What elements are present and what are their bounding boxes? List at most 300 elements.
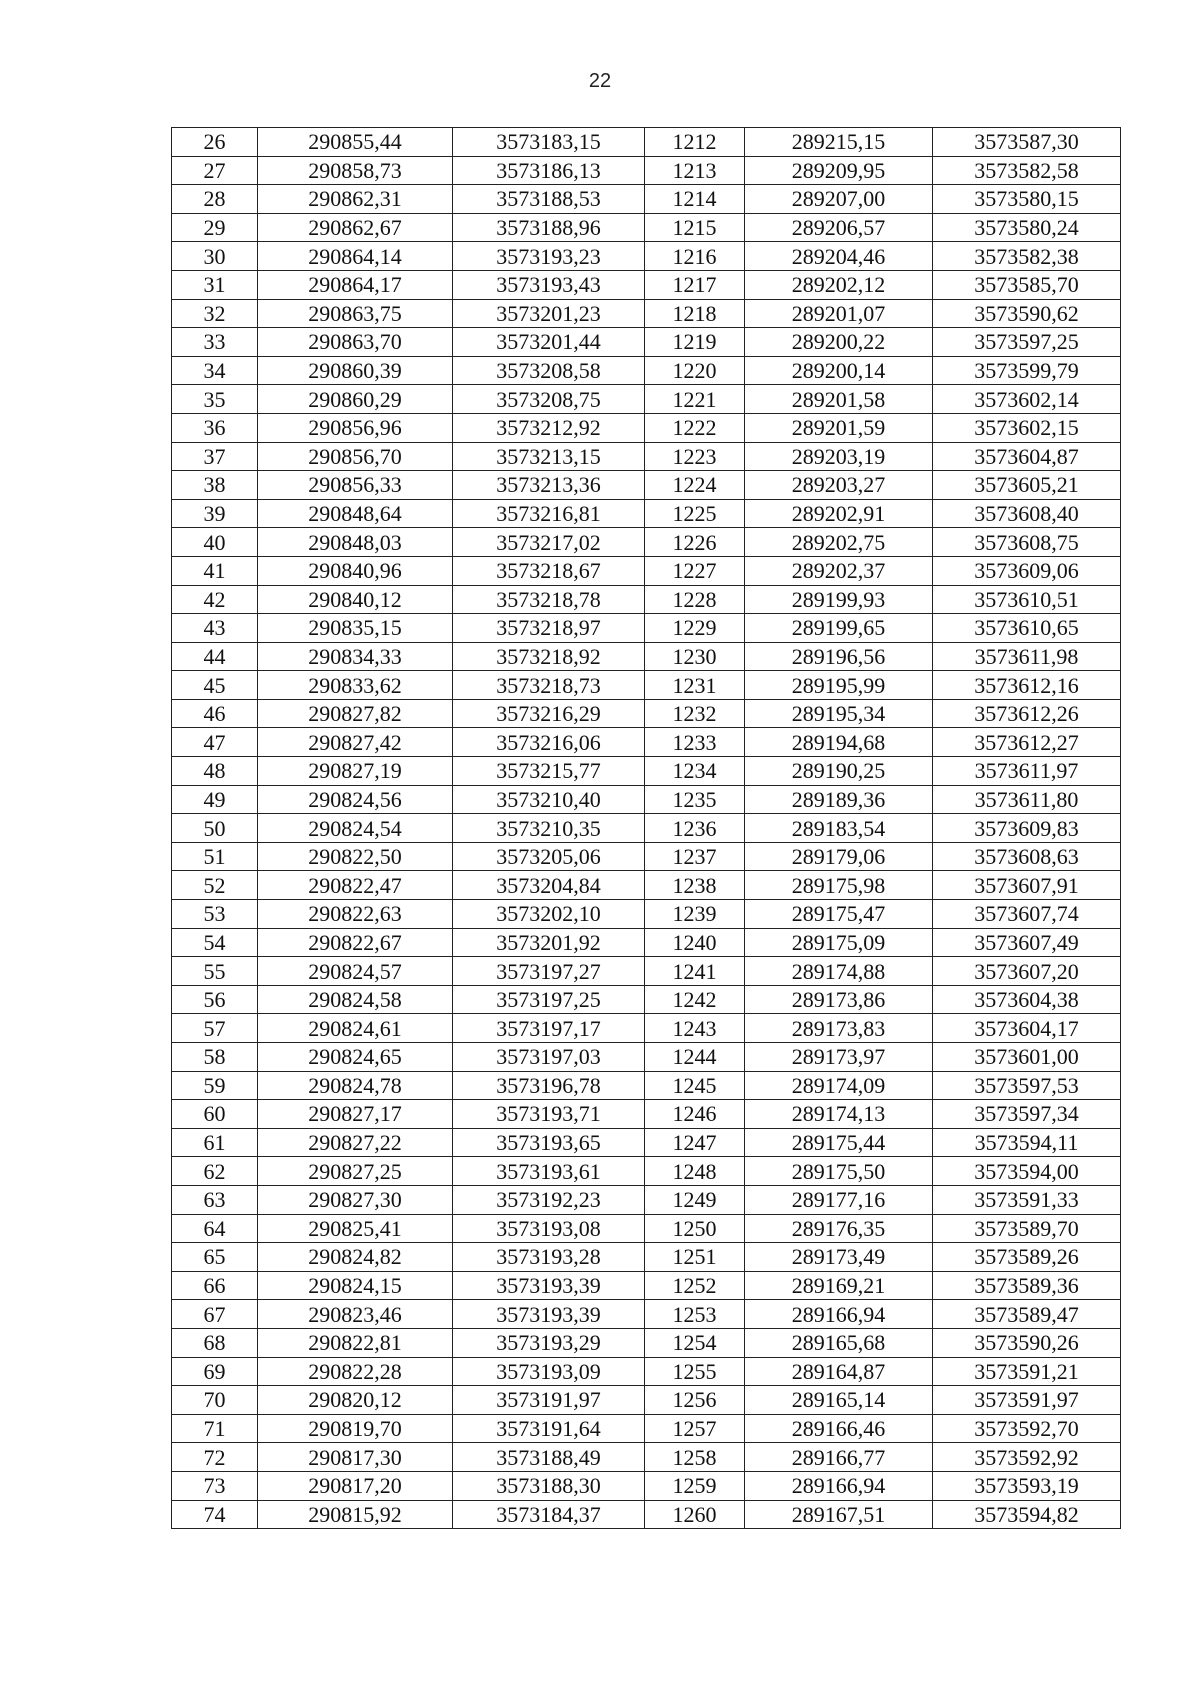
y-coordinate-right-cell: 3573607,74: [933, 900, 1121, 929]
x-coordinate-left-cell: 290817,30: [258, 1443, 453, 1472]
x-coordinate-right-cell: 289200,14: [745, 356, 933, 385]
y-coordinate-right-cell: 3573594,00: [933, 1157, 1121, 1186]
x-coordinate-left-cell: 290856,33: [258, 471, 453, 500]
point-number-right-cell: 1221: [645, 385, 745, 414]
x-coordinate-right-cell: 289195,34: [745, 699, 933, 728]
table-row: [172, 356, 1121, 385]
point-number-left-cell: 71: [172, 1414, 258, 1443]
point-number-right-cell: 1250: [645, 1214, 745, 1243]
x-coordinate-left-cell: 290827,25: [258, 1157, 453, 1186]
y-coordinate-right-cell: 3573591,97: [933, 1386, 1121, 1415]
x-coordinate-left-cell: 290820,12: [258, 1386, 453, 1415]
y-coordinate-left-cell: 3573202,10: [453, 900, 645, 929]
point-number-left-cell: 36: [172, 413, 258, 442]
y-coordinate-right-cell: 3573585,70: [933, 270, 1121, 299]
y-coordinate-right-cell: 3573609,83: [933, 814, 1121, 843]
table-row: [172, 585, 1121, 614]
point-number-left-cell: 69: [172, 1357, 258, 1386]
y-coordinate-right-cell: 3573580,24: [933, 213, 1121, 242]
table-row: [172, 1214, 1121, 1243]
y-coordinate-right-cell: 3573599,79: [933, 356, 1121, 385]
point-number-right-cell: 1216: [645, 242, 745, 271]
y-coordinate-right-cell: 3573597,34: [933, 1100, 1121, 1129]
x-coordinate-left-cell: 290855,44: [258, 128, 453, 157]
x-coordinate-right-cell: 289173,97: [745, 1043, 933, 1072]
x-coordinate-left-cell: 290825,41: [258, 1214, 453, 1243]
y-coordinate-right-cell: 3573604,38: [933, 985, 1121, 1014]
table-row: [172, 556, 1121, 585]
point-number-left-cell: 51: [172, 842, 258, 871]
x-coordinate-right-cell: 289177,16: [745, 1185, 933, 1214]
y-coordinate-left-cell: 3573193,08: [453, 1214, 645, 1243]
y-coordinate-left-cell: 3573193,28: [453, 1243, 645, 1272]
x-coordinate-right-cell: 289202,12: [745, 270, 933, 299]
coordinates-table: [171, 127, 1121, 1529]
point-number-right-cell: 1238: [645, 871, 745, 900]
point-number-right-cell: 1230: [645, 642, 745, 671]
x-coordinate-right-cell: 289183,54: [745, 814, 933, 843]
x-coordinate-right-cell: 289202,75: [745, 528, 933, 557]
point-number-right-cell: 1229: [645, 614, 745, 643]
x-coordinate-right-cell: 289169,21: [745, 1271, 933, 1300]
x-coordinate-left-cell: 290856,96: [258, 413, 453, 442]
y-coordinate-right-cell: 3573597,53: [933, 1071, 1121, 1100]
point-number-left-cell: 60: [172, 1100, 258, 1129]
y-coordinate-right-cell: 3573590,26: [933, 1328, 1121, 1357]
y-coordinate-left-cell: 3573216,29: [453, 699, 645, 728]
y-coordinate-left-cell: 3573213,15: [453, 442, 645, 471]
point-number-right-cell: 1226: [645, 528, 745, 557]
y-coordinate-right-cell: 3573608,40: [933, 499, 1121, 528]
y-coordinate-right-cell: 3573605,21: [933, 471, 1121, 500]
y-coordinate-left-cell: 3573193,09: [453, 1357, 645, 1386]
point-number-left-cell: 45: [172, 671, 258, 700]
point-number-right-cell: 1244: [645, 1043, 745, 1072]
point-number-right-cell: 1260: [645, 1500, 745, 1529]
point-number-right-cell: 1258: [645, 1443, 745, 1472]
y-coordinate-right-cell: 3573610,65: [933, 614, 1121, 643]
y-coordinate-left-cell: 3573197,27: [453, 957, 645, 986]
point-number-right-cell: 1214: [645, 185, 745, 214]
x-coordinate-right-cell: 289164,87: [745, 1357, 933, 1386]
x-coordinate-left-cell: 290822,47: [258, 871, 453, 900]
point-number-right-cell: 1251: [645, 1243, 745, 1272]
x-coordinate-right-cell: 289201,07: [745, 299, 933, 328]
x-coordinate-right-cell: 289174,88: [745, 957, 933, 986]
y-coordinate-right-cell: 3573612,16: [933, 671, 1121, 700]
point-number-right-cell: 1219: [645, 328, 745, 357]
table-row: [172, 957, 1121, 986]
x-coordinate-right-cell: 289166,94: [745, 1300, 933, 1329]
x-coordinate-left-cell: 290862,31: [258, 185, 453, 214]
y-coordinate-left-cell: 3573188,96: [453, 213, 645, 242]
x-coordinate-right-cell: 289201,58: [745, 385, 933, 414]
x-coordinate-left-cell: 290824,61: [258, 1014, 453, 1043]
table-row: [172, 499, 1121, 528]
y-coordinate-left-cell: 3573218,67: [453, 556, 645, 585]
y-coordinate-left-cell: 3573210,40: [453, 785, 645, 814]
point-number-right-cell: 1252: [645, 1271, 745, 1300]
point-number-left-cell: 52: [172, 871, 258, 900]
y-coordinate-right-cell: 3573591,33: [933, 1185, 1121, 1214]
point-number-left-cell: 33: [172, 328, 258, 357]
table-row: [172, 785, 1121, 814]
point-number-right-cell: 1225: [645, 499, 745, 528]
point-number-left-cell: 53: [172, 900, 258, 929]
point-number-left-cell: 54: [172, 928, 258, 957]
x-coordinate-left-cell: 290822,28: [258, 1357, 453, 1386]
table-row: [172, 442, 1121, 471]
table-row: [172, 928, 1121, 957]
point-number-right-cell: 1246: [645, 1100, 745, 1129]
x-coordinate-left-cell: 290823,46: [258, 1300, 453, 1329]
table-row: [172, 1300, 1121, 1329]
y-coordinate-right-cell: 3573611,97: [933, 757, 1121, 786]
table-row: [172, 185, 1121, 214]
y-coordinate-right-cell: 3573612,26: [933, 699, 1121, 728]
table-row: [172, 671, 1121, 700]
y-coordinate-right-cell: 3573607,91: [933, 871, 1121, 900]
y-coordinate-right-cell: 3573604,17: [933, 1014, 1121, 1043]
x-coordinate-right-cell: 289215,15: [745, 128, 933, 157]
x-coordinate-right-cell: 289173,83: [745, 1014, 933, 1043]
x-coordinate-left-cell: 290824,58: [258, 985, 453, 1014]
x-coordinate-left-cell: 290862,67: [258, 213, 453, 242]
y-coordinate-left-cell: 3573197,03: [453, 1043, 645, 1072]
point-number-left-cell: 31: [172, 270, 258, 299]
x-coordinate-left-cell: 290827,30: [258, 1185, 453, 1214]
x-coordinate-left-cell: 290863,75: [258, 299, 453, 328]
table-row: [172, 985, 1121, 1014]
table-row: [172, 1243, 1121, 1272]
point-number-left-cell: 34: [172, 356, 258, 385]
y-coordinate-left-cell: 3573217,02: [453, 528, 645, 557]
x-coordinate-left-cell: 290834,33: [258, 642, 453, 671]
table-row: [172, 128, 1121, 157]
y-coordinate-left-cell: 3573215,77: [453, 757, 645, 786]
table-row: [172, 871, 1121, 900]
table-row: [172, 642, 1121, 671]
point-number-right-cell: 1235: [645, 785, 745, 814]
y-coordinate-left-cell: 3573193,43: [453, 270, 645, 299]
table-row: [172, 1185, 1121, 1214]
table-row: [172, 1043, 1121, 1072]
point-number-left-cell: 68: [172, 1328, 258, 1357]
point-number-left-cell: 70: [172, 1386, 258, 1415]
table-row: [172, 900, 1121, 929]
point-number-left-cell: 43: [172, 614, 258, 643]
x-coordinate-left-cell: 290864,14: [258, 242, 453, 271]
point-number-left-cell: 66: [172, 1271, 258, 1300]
point-number-left-cell: 56: [172, 985, 258, 1014]
x-coordinate-left-cell: 290817,20: [258, 1471, 453, 1500]
table-row: [172, 471, 1121, 500]
point-number-right-cell: 1228: [645, 585, 745, 614]
y-coordinate-left-cell: 3573201,92: [453, 928, 645, 957]
y-coordinate-right-cell: 3573589,36: [933, 1271, 1121, 1300]
point-number-left-cell: 62: [172, 1157, 258, 1186]
x-coordinate-left-cell: 290833,62: [258, 671, 453, 700]
y-coordinate-left-cell: 3573197,17: [453, 1014, 645, 1043]
table-row: [172, 1328, 1121, 1357]
y-coordinate-left-cell: 3573193,39: [453, 1271, 645, 1300]
point-number-right-cell: 1239: [645, 900, 745, 929]
x-coordinate-right-cell: 289200,22: [745, 328, 933, 357]
x-coordinate-right-cell: 289175,44: [745, 1128, 933, 1157]
table-row: [172, 1443, 1121, 1472]
point-number-right-cell: 1236: [645, 814, 745, 843]
y-coordinate-left-cell: 3573191,97: [453, 1386, 645, 1415]
x-coordinate-left-cell: 290848,03: [258, 528, 453, 557]
y-coordinate-left-cell: 3573188,53: [453, 185, 645, 214]
y-coordinate-right-cell: 3573593,19: [933, 1471, 1121, 1500]
table-row: [172, 1471, 1121, 1500]
y-coordinate-left-cell: 3573208,75: [453, 385, 645, 414]
y-coordinate-left-cell: 3573213,36: [453, 471, 645, 500]
x-coordinate-left-cell: 290840,96: [258, 556, 453, 585]
x-coordinate-left-cell: 290835,15: [258, 614, 453, 643]
y-coordinate-right-cell: 3573611,80: [933, 785, 1121, 814]
x-coordinate-right-cell: 289196,56: [745, 642, 933, 671]
x-coordinate-left-cell: 290827,17: [258, 1100, 453, 1129]
point-number-left-cell: 42: [172, 585, 258, 614]
point-number-right-cell: 1224: [645, 471, 745, 500]
y-coordinate-left-cell: 3573193,61: [453, 1157, 645, 1186]
point-number-left-cell: 58: [172, 1043, 258, 1072]
point-number-left-cell: 57: [172, 1014, 258, 1043]
point-number-right-cell: 1245: [645, 1071, 745, 1100]
x-coordinate-right-cell: 289195,99: [745, 671, 933, 700]
y-coordinate-right-cell: 3573602,15: [933, 413, 1121, 442]
x-coordinate-right-cell: 289173,49: [745, 1243, 933, 1272]
x-coordinate-right-cell: 289176,35: [745, 1214, 933, 1243]
y-coordinate-right-cell: 3573597,25: [933, 328, 1121, 357]
y-coordinate-right-cell: 3573594,11: [933, 1128, 1121, 1157]
x-coordinate-left-cell: 290864,17: [258, 270, 453, 299]
x-coordinate-left-cell: 290819,70: [258, 1414, 453, 1443]
x-coordinate-left-cell: 290827,42: [258, 728, 453, 757]
x-coordinate-left-cell: 290824,57: [258, 957, 453, 986]
x-coordinate-right-cell: 289203,19: [745, 442, 933, 471]
x-coordinate-right-cell: 289179,06: [745, 842, 933, 871]
x-coordinate-right-cell: 289175,47: [745, 900, 933, 929]
table-row: [172, 1414, 1121, 1443]
y-coordinate-right-cell: 3573589,70: [933, 1214, 1121, 1243]
y-coordinate-right-cell: 3573607,49: [933, 928, 1121, 957]
x-coordinate-right-cell: 289175,09: [745, 928, 933, 957]
y-coordinate-left-cell: 3573193,65: [453, 1128, 645, 1157]
x-coordinate-left-cell: 290827,19: [258, 757, 453, 786]
point-number-left-cell: 38: [172, 471, 258, 500]
page-number: 22: [588, 70, 612, 92]
y-coordinate-left-cell: 3573193,71: [453, 1100, 645, 1129]
x-coordinate-right-cell: 289167,51: [745, 1500, 933, 1529]
table-row: [172, 242, 1121, 271]
y-coordinate-left-cell: 3573216,81: [453, 499, 645, 528]
table-row: [172, 1071, 1121, 1100]
table-row: [172, 385, 1121, 414]
point-number-right-cell: 1233: [645, 728, 745, 757]
point-number-right-cell: 1242: [645, 985, 745, 1014]
coordinates-table-body: [172, 128, 1121, 1529]
table-row: [172, 1357, 1121, 1386]
table-row: [172, 328, 1121, 357]
y-coordinate-left-cell: 3573192,23: [453, 1185, 645, 1214]
point-number-left-cell: 46: [172, 699, 258, 728]
y-coordinate-left-cell: 3573218,73: [453, 671, 645, 700]
point-number-left-cell: 26: [172, 128, 258, 157]
y-coordinate-left-cell: 3573201,44: [453, 328, 645, 357]
point-number-left-cell: 28: [172, 185, 258, 214]
point-number-left-cell: 48: [172, 757, 258, 786]
point-number-right-cell: 1218: [645, 299, 745, 328]
point-number-left-cell: 39: [172, 499, 258, 528]
point-number-left-cell: 44: [172, 642, 258, 671]
point-number-left-cell: 37: [172, 442, 258, 471]
x-coordinate-left-cell: 290822,67: [258, 928, 453, 957]
table-row: [172, 814, 1121, 843]
x-coordinate-right-cell: 289175,50: [745, 1157, 933, 1186]
y-coordinate-right-cell: 3573582,38: [933, 242, 1121, 271]
y-coordinate-right-cell: 3573594,82: [933, 1500, 1121, 1529]
y-coordinate-left-cell: 3573208,58: [453, 356, 645, 385]
point-number-left-cell: 50: [172, 814, 258, 843]
y-coordinate-left-cell: 3573188,49: [453, 1443, 645, 1472]
point-number-left-cell: 65: [172, 1243, 258, 1272]
point-number-left-cell: 74: [172, 1500, 258, 1529]
point-number-left-cell: 73: [172, 1471, 258, 1500]
y-coordinate-left-cell: 3573218,92: [453, 642, 645, 671]
x-coordinate-left-cell: 290824,15: [258, 1271, 453, 1300]
x-coordinate-right-cell: 289174,13: [745, 1100, 933, 1129]
y-coordinate-left-cell: 3573216,06: [453, 728, 645, 757]
x-coordinate-left-cell: 290848,64: [258, 499, 453, 528]
y-coordinate-right-cell: 3573592,70: [933, 1414, 1121, 1443]
x-coordinate-left-cell: 290827,82: [258, 699, 453, 728]
point-number-right-cell: 1249: [645, 1185, 745, 1214]
x-coordinate-left-cell: 290858,73: [258, 156, 453, 185]
x-coordinate-left-cell: 290840,12: [258, 585, 453, 614]
point-number-left-cell: 67: [172, 1300, 258, 1329]
y-coordinate-right-cell: 3573607,20: [933, 957, 1121, 986]
y-coordinate-left-cell: 3573212,92: [453, 413, 645, 442]
point-number-left-cell: 35: [172, 385, 258, 414]
y-coordinate-right-cell: 3573589,47: [933, 1300, 1121, 1329]
y-coordinate-left-cell: 3573197,25: [453, 985, 645, 1014]
table-row: [172, 699, 1121, 728]
x-coordinate-left-cell: 290822,81: [258, 1328, 453, 1357]
x-coordinate-left-cell: 290822,63: [258, 900, 453, 929]
point-number-right-cell: 1215: [645, 213, 745, 242]
point-number-right-cell: 1257: [645, 1414, 745, 1443]
point-number-left-cell: 40: [172, 528, 258, 557]
point-number-right-cell: 1231: [645, 671, 745, 700]
y-coordinate-left-cell: 3573218,78: [453, 585, 645, 614]
y-coordinate-left-cell: 3573201,23: [453, 299, 645, 328]
y-coordinate-right-cell: 3573589,26: [933, 1243, 1121, 1272]
table-row: [172, 1157, 1121, 1186]
table-row: [172, 270, 1121, 299]
x-coordinate-right-cell: 289190,25: [745, 757, 933, 786]
x-coordinate-right-cell: 289189,36: [745, 785, 933, 814]
y-coordinate-right-cell: 3573611,98: [933, 642, 1121, 671]
point-number-right-cell: 1227: [645, 556, 745, 585]
point-number-left-cell: 72: [172, 1443, 258, 1472]
table-row: [172, 757, 1121, 786]
y-coordinate-left-cell: 3573193,39: [453, 1300, 645, 1329]
y-coordinate-right-cell: 3573612,27: [933, 728, 1121, 757]
x-coordinate-right-cell: 289207,00: [745, 185, 933, 214]
x-coordinate-left-cell: 290815,92: [258, 1500, 453, 1529]
x-coordinate-left-cell: 290824,78: [258, 1071, 453, 1100]
y-coordinate-right-cell: 3573582,58: [933, 156, 1121, 185]
y-coordinate-right-cell: 3573601,00: [933, 1043, 1121, 1072]
x-coordinate-left-cell: 290824,56: [258, 785, 453, 814]
y-coordinate-right-cell: 3573587,30: [933, 128, 1121, 157]
point-number-right-cell: 1247: [645, 1128, 745, 1157]
table-row: [172, 299, 1121, 328]
y-coordinate-left-cell: 3573188,30: [453, 1471, 645, 1500]
y-coordinate-left-cell: 3573205,06: [453, 842, 645, 871]
y-coordinate-right-cell: 3573608,75: [933, 528, 1121, 557]
point-number-right-cell: 1253: [645, 1300, 745, 1329]
y-coordinate-right-cell: 3573592,92: [933, 1443, 1121, 1472]
point-number-right-cell: 1234: [645, 757, 745, 786]
point-number-right-cell: 1232: [645, 699, 745, 728]
x-coordinate-right-cell: 289201,59: [745, 413, 933, 442]
x-coordinate-right-cell: 289173,86: [745, 985, 933, 1014]
point-number-left-cell: 29: [172, 213, 258, 242]
y-coordinate-right-cell: 3573591,21: [933, 1357, 1121, 1386]
point-number-right-cell: 1220: [645, 356, 745, 385]
point-number-right-cell: 1241: [645, 957, 745, 986]
x-coordinate-left-cell: 290860,39: [258, 356, 453, 385]
x-coordinate-right-cell: 289203,27: [745, 471, 933, 500]
point-number-left-cell: 47: [172, 728, 258, 757]
table-row: [172, 1271, 1121, 1300]
x-coordinate-right-cell: 289165,14: [745, 1386, 933, 1415]
x-coordinate-left-cell: 290827,22: [258, 1128, 453, 1157]
table-row: [172, 1100, 1121, 1129]
y-coordinate-right-cell: 3573609,06: [933, 556, 1121, 585]
table-row: [172, 1128, 1121, 1157]
y-coordinate-left-cell: 3573193,29: [453, 1328, 645, 1357]
point-number-left-cell: 41: [172, 556, 258, 585]
point-number-left-cell: 59: [172, 1071, 258, 1100]
x-coordinate-left-cell: 290824,65: [258, 1043, 453, 1072]
point-number-right-cell: 1237: [645, 842, 745, 871]
x-coordinate-right-cell: 289199,65: [745, 614, 933, 643]
point-number-left-cell: 32: [172, 299, 258, 328]
y-coordinate-right-cell: 3573604,87: [933, 442, 1121, 471]
x-coordinate-right-cell: 289175,98: [745, 871, 933, 900]
point-number-right-cell: 1213: [645, 156, 745, 185]
y-coordinate-left-cell: 3573218,97: [453, 614, 645, 643]
x-coordinate-right-cell: 289166,46: [745, 1414, 933, 1443]
point-number-right-cell: 1223: [645, 442, 745, 471]
point-number-right-cell: 1255: [645, 1357, 745, 1386]
point-number-left-cell: 30: [172, 242, 258, 271]
point-number-right-cell: 1254: [645, 1328, 745, 1357]
point-number-left-cell: 63: [172, 1185, 258, 1214]
x-coordinate-left-cell: 290863,70: [258, 328, 453, 357]
point-number-left-cell: 61: [172, 1128, 258, 1157]
y-coordinate-left-cell: 3573184,37: [453, 1500, 645, 1529]
table-row: [172, 728, 1121, 757]
table-row: [172, 528, 1121, 557]
x-coordinate-right-cell: 289202,91: [745, 499, 933, 528]
y-coordinate-left-cell: 3573191,64: [453, 1414, 645, 1443]
